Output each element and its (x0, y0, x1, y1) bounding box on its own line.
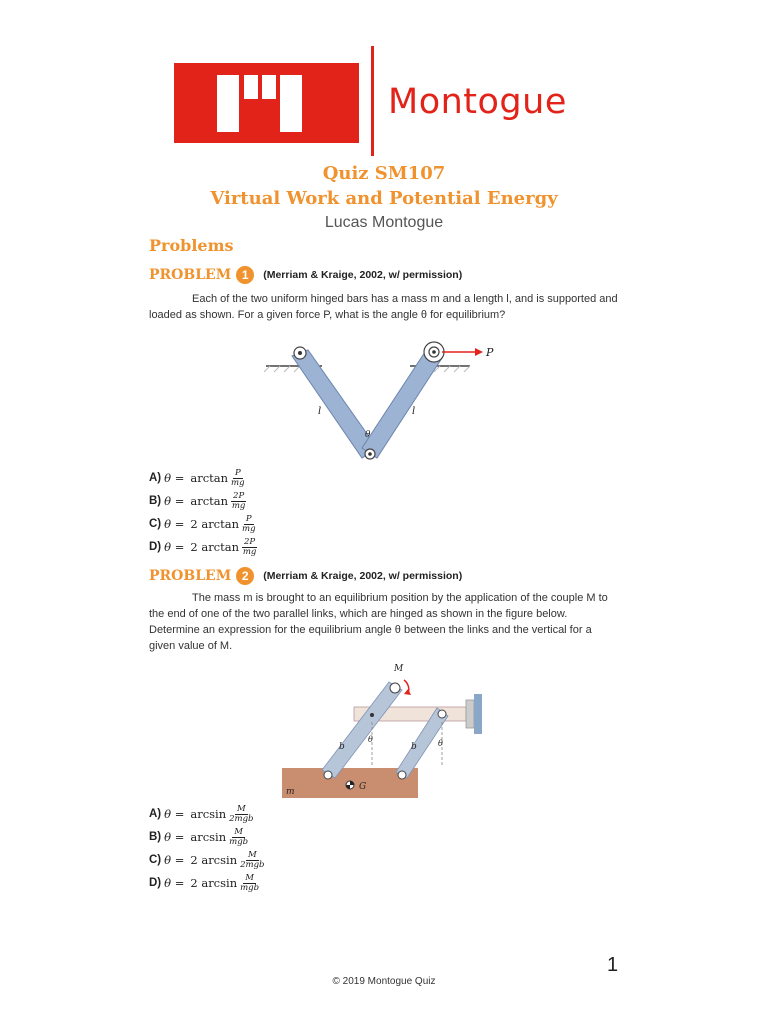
fraction-numerator: 2P (233, 490, 245, 501)
logo-glyph (174, 63, 359, 143)
option-fraction (229, 828, 248, 847)
fraction-denominator: 2mgb (240, 859, 265, 870)
problem-1-option-c[interactable] (149, 513, 256, 535)
option-function: arcsin (190, 807, 227, 821)
right-bar-label: l (412, 406, 416, 417)
right-link-label: b (411, 742, 417, 752)
problem-number-badge: 2 (236, 567, 254, 585)
option-lhs: θ = (164, 830, 185, 844)
section-title: Problems (149, 236, 234, 255)
fraction-numerator: P (245, 513, 252, 524)
option-fraction (231, 469, 245, 488)
problem-1-option-d[interactable] (149, 536, 257, 558)
footer-copyright: © 2019 Montogue Quiz (332, 976, 436, 987)
option-fraction (231, 492, 246, 511)
left-angle-label: θ (368, 735, 373, 744)
problem-1-statement: Each of the two uniform hinged bars has a mass m and a length l, and is supported and loaded as shown. For a given force P, what is the angle θ for equilibrium? (149, 293, 618, 321)
option-function: arcsin (190, 830, 227, 844)
option-function: arctan (190, 471, 229, 485)
option-fraction (242, 538, 257, 557)
option-function: 2 arcsin (190, 876, 238, 890)
problem-label: PROBLEM (149, 267, 232, 283)
logo-divider (371, 46, 374, 156)
center-of-mass-label: G (359, 782, 367, 792)
fraction-numerator: M (236, 803, 246, 814)
option-lhs: θ = (164, 517, 185, 531)
fraction-denominator: 2mgb (229, 813, 254, 824)
problem-citation: (Merriam & Kraige, 2002, w/ permission) (263, 269, 463, 281)
fraction-numerator: 2P (244, 536, 256, 547)
quiz-title: Quiz SM107 (322, 163, 446, 184)
problem-1-figure (262, 336, 512, 466)
couple-label: M (394, 664, 404, 674)
option-lhs: θ = (164, 876, 185, 890)
problem-2-statement: The mass m is brought to an equilibrium position by the application of the couple M to the end of one of the two parallel links, which are hinged as shown in the figure below. Determine an expression for the equilibrium angle θ between the links and the vertical for a given value of M. (149, 592, 608, 652)
problem-2-option-d[interactable] (149, 872, 259, 894)
fraction-denominator: mg (242, 523, 256, 534)
fraction-denominator: mgb (240, 882, 260, 893)
quiz-subtitle: Virtual Work and Potential Energy (210, 188, 558, 209)
problem-2-heading (149, 567, 462, 585)
author-name: Lucas Montogue (324, 214, 444, 231)
option-lhs: θ = (164, 807, 185, 821)
left-bar-label: l (318, 406, 322, 417)
fraction-numerator: P (234, 467, 241, 478)
problem-2-option-c[interactable] (149, 849, 264, 871)
problem-2-option-a[interactable] (149, 803, 254, 825)
force-label: P (486, 346, 494, 359)
problem-1-option-b[interactable] (149, 490, 246, 512)
mass-label: m (286, 787, 295, 797)
option-lhs: θ = (164, 540, 185, 554)
option-fraction (229, 805, 253, 824)
problem-number-badge: 1 (236, 266, 254, 284)
option-lhs: θ = (164, 853, 185, 867)
option-function: arctan (190, 494, 229, 508)
option-label: D) (149, 541, 162, 553)
option-fraction (240, 874, 259, 893)
option-label: D) (149, 877, 162, 889)
fraction-denominator: mg (242, 546, 257, 557)
option-fraction (240, 851, 264, 870)
option-label: A) (149, 808, 162, 820)
fraction-denominator: mg (231, 500, 246, 511)
option-label: B) (149, 495, 162, 507)
option-lhs: θ = (164, 494, 185, 508)
option-function: 2 arctan (190, 517, 240, 531)
problem-1-option-a[interactable] (149, 467, 245, 489)
option-lhs: θ = (164, 471, 185, 485)
option-function: 2 arctan (190, 540, 240, 554)
logo-wordmark: Montogue (388, 82, 567, 122)
page-number: 1 (607, 954, 619, 976)
logo-mark (174, 63, 359, 143)
fraction-numerator: M (245, 872, 254, 883)
fraction-numerator: M (234, 826, 243, 837)
problem-1-text (149, 291, 619, 323)
option-label: B) (149, 831, 162, 843)
option-label: C) (149, 854, 162, 866)
problem-2-figure (282, 660, 492, 798)
right-angle-label: θ (438, 739, 443, 748)
problem-citation: (Merriam & Kraige, 2002, w/ permission) (263, 570, 463, 582)
problem-label: PROBLEM (149, 568, 232, 584)
option-label: A) (149, 472, 162, 484)
fraction-numerator: M (247, 849, 257, 860)
option-fraction (242, 515, 256, 534)
problem-2-text (149, 590, 619, 654)
problem-1-heading (149, 266, 462, 284)
left-link-label: b (339, 742, 345, 752)
option-function: 2 arcsin (190, 853, 238, 867)
option-label: C) (149, 518, 162, 530)
angle-label: θ (365, 430, 371, 440)
problem-2-option-b[interactable] (149, 826, 248, 848)
fraction-denominator: mgb (229, 836, 249, 847)
fraction-denominator: mg (231, 477, 245, 488)
